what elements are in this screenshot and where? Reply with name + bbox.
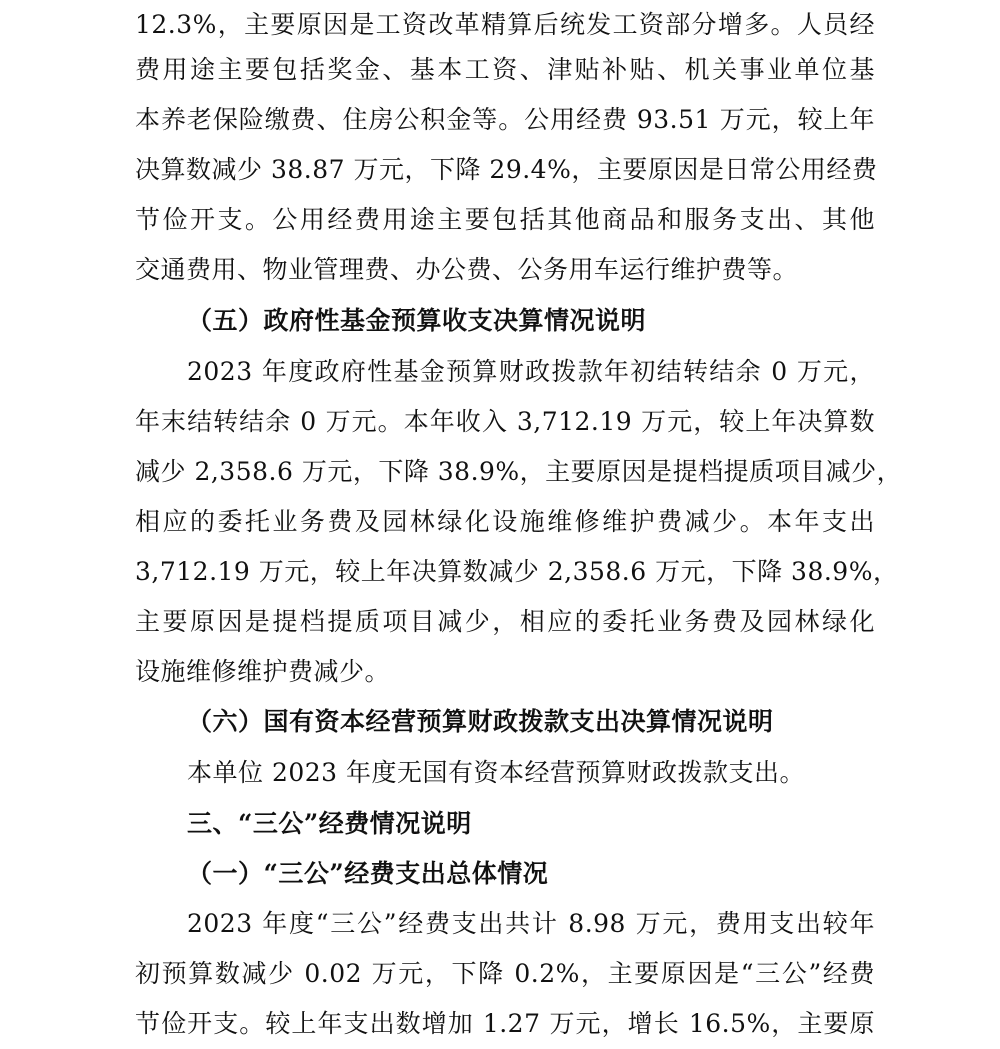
text-line: 3,712.19 万元，较上年决算数减少 2,358.6 万元，下降 38.9%， xyxy=(135,557,899,586)
section-heading-3-1: （一）“三公”经费支出总体情况 xyxy=(187,859,549,888)
text-line: 2023 年度政府性基金预算财政拨款年初结转结余 0 万元， xyxy=(187,357,875,386)
section-heading-5: （五）政府性基金预算收支决算情况说明 xyxy=(187,306,647,335)
text-line: 本养老保险缴费、住房公积金等。公用经费 93.51 万元，较上年 xyxy=(135,105,875,134)
text-line: 本单位 2023 年度无国有资本经营预算财政拨款支出。 xyxy=(187,758,806,787)
text-line: 交通费用、物业管理费、办公费、公务用车运行维护费等。 xyxy=(135,255,799,284)
text-line: 2023 年度“三公”经费支出共计 8.98 万元，费用支出较年 xyxy=(187,909,875,938)
text-line: 节俭开支。较上年支出数增加 1.27 万元，增长 16.5%，主要原 xyxy=(135,1009,875,1038)
text-line: 节俭开支。公用经费用途主要包括其他商品和服务支出、其他 xyxy=(135,205,875,234)
text-line: 相应的委托业务费及园林绿化设施维修维护费减少。本年支出 xyxy=(135,507,875,536)
section-heading-three: 三、“三公”经费情况说明 xyxy=(187,809,472,838)
section-heading-6: （六）国有资本经营预算财政拨款支出决算情况说明 xyxy=(187,707,774,736)
text-line: 初预算数减少 0.02 万元，下降 0.2%，主要原因是“三公”经费 xyxy=(135,959,875,988)
text-line: 年末结转结余 0 万元。本年收入 3,712.19 万元，较上年决算数 xyxy=(135,407,875,436)
text-line: 费用途主要包括奖金、基本工资、津贴补贴、机关事业单位基 xyxy=(135,55,875,84)
text-line: 12.3%，主要原因是工资改革精算后统发工资部分增多。人员经 xyxy=(135,10,875,39)
text-line: 主要原因是提档提质项目减少，相应的委托业务费及园林绿化 xyxy=(135,607,875,636)
text-line: 决算数减少 38.87 万元，下降 29.4%，主要原因是日常公用经费 xyxy=(135,155,878,184)
text-line: 设施维修维护费减少。 xyxy=(135,657,391,686)
text-line: 减少 2,358.6 万元，下降 38.9%，主要原因是提档提质项目减少， xyxy=(135,457,903,486)
